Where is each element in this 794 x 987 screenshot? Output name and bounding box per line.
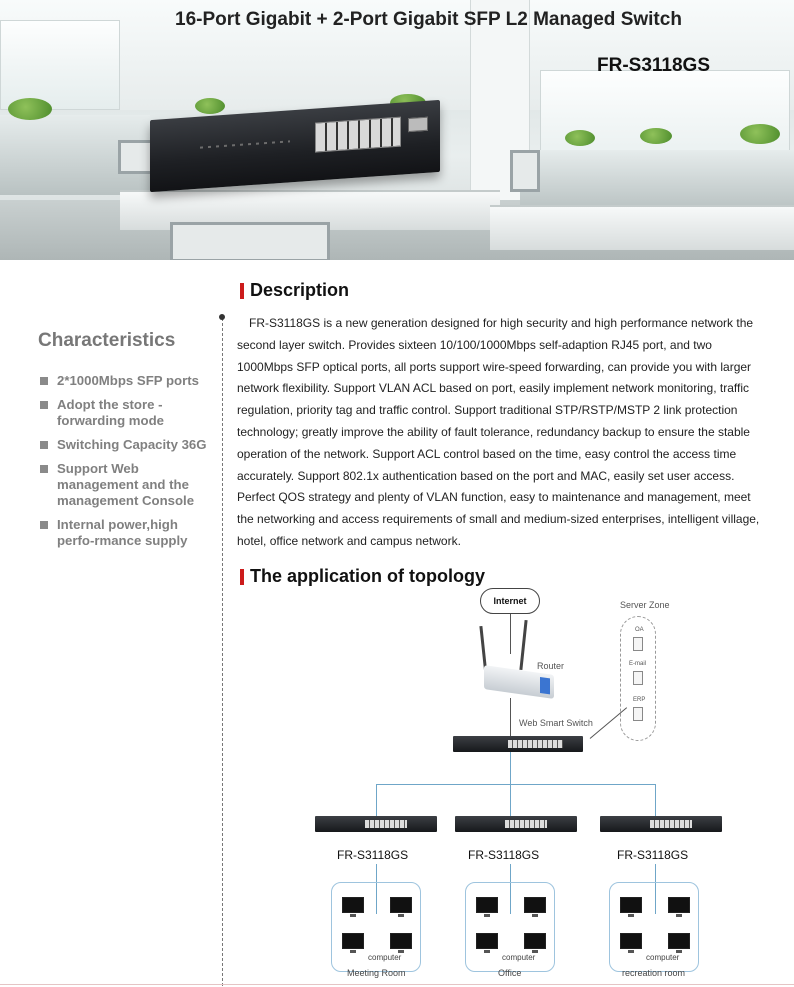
topology-diagram: [300, 588, 770, 983]
server-label: ERP: [633, 697, 646, 703]
computer-icon: [668, 933, 690, 949]
computer-icon: [620, 933, 642, 949]
router-label: Router: [537, 661, 565, 671]
core-switch-label: Web Smart Switch: [519, 718, 593, 728]
switch-sfp-ports: [408, 117, 428, 132]
internet-cloud: Internet: [480, 588, 540, 614]
server-label: OA: [635, 627, 644, 633]
connection-line: [510, 752, 511, 784]
computer-icon: [390, 933, 412, 949]
hero-plant: [195, 98, 225, 114]
connection-line: [510, 784, 511, 816]
description-text: FR-S3118GS is a new generation designed for high security and high performance network the second layer switch. Provides sixteen 10/100/1000Mbps self-adaption RJ45 port, and two 1000Mbps SFP optical ports, all ports support wire-speed forwarding, can provide you with larger network flexibility. Support VLAN ACL based on port, easily implement network monitoring, traffic regulation, priority tag and traffic control. Support traditional STP/RSTP/MSTP 2 link protection technology; greatly improve the ability of fault tolerance, redundancy backup to ensure the stable operation of the network. Support ACL control based on the time, easy control the access time accurately. Support 802.1x authentication based on the port and MAC, easily set user access. Perfect QOS strategy and plenty of VLAN function, easy to maintenance and management, meet the networking and access requirements of small and medium-sized enterprises, intelligent village, hotel, office network and campus network.: [237, 316, 760, 548]
switch-model-label: FR-S3118GS: [468, 848, 540, 862]
computer-label: computer: [502, 953, 536, 962]
switch-product-image: [150, 100, 440, 192]
computer-icon: [524, 897, 546, 913]
hero-plant: [8, 98, 52, 120]
room-label: recreation room: [622, 968, 686, 978]
connection-line: [376, 784, 656, 785]
access-switch-icon: [455, 816, 577, 832]
hero-desk: [490, 205, 794, 250]
server-icon: [633, 671, 643, 685]
list-item: 2*1000Mbps SFP ports: [38, 373, 216, 389]
characteristics-title: Characteristics: [38, 330, 176, 351]
server-zone: [620, 616, 656, 741]
description-heading: Description: [240, 280, 349, 301]
room-office: [465, 882, 555, 972]
model-number: FR-S3118GS: [597, 55, 710, 76]
server-label: E-mail: [629, 661, 647, 667]
list-item: Internal power,high perfo-rmance supply: [38, 517, 216, 549]
server-zone-label: Server Zone: [620, 600, 670, 610]
hero-plant: [565, 130, 595, 146]
computer-label: computer: [646, 953, 680, 962]
hero-monitor: [170, 222, 330, 260]
connection-line: [510, 614, 511, 654]
list-item: Adopt the store - forwarding mode: [38, 397, 216, 429]
footer-rule: [0, 984, 794, 985]
hero-plant: [640, 128, 672, 144]
sidebar: [0, 260, 222, 987]
page-title: 16-Port Gigabit + 2-Port Gigabit SFP L2 Managed Switch: [175, 9, 682, 30]
hero-monitor: [510, 150, 540, 192]
divider-line: [222, 318, 223, 986]
computer-icon: [390, 897, 412, 913]
connection-line: [376, 784, 377, 816]
server-icon: [633, 707, 643, 721]
hero-plant: [740, 124, 780, 144]
computer-icon: [342, 933, 364, 949]
room-meeting: [331, 882, 421, 972]
hero-banner: [0, 0, 794, 260]
list-item: Support Web management and the management Console: [38, 461, 216, 509]
computer-icon: [620, 897, 642, 913]
switch-rj45-ports: [315, 117, 401, 153]
connection-line: [655, 784, 656, 816]
room-label: Office: [498, 968, 522, 978]
divider-dot: [219, 314, 225, 320]
core-switch-icon: [453, 736, 583, 752]
access-switch-icon: [315, 816, 437, 832]
computer-icon: [668, 897, 690, 913]
router-antenna: [519, 620, 527, 670]
connection-line: [510, 698, 511, 736]
switch-leds: [200, 140, 290, 148]
computer-icon: [524, 933, 546, 949]
access-switch-icon: [600, 816, 722, 832]
room-label: Meeting Room: [347, 968, 406, 978]
room-recreation: [609, 882, 699, 972]
hero-partition: [520, 150, 794, 210]
computer-icon: [476, 897, 498, 913]
computer-icon: [342, 897, 364, 913]
hero-window: [0, 20, 120, 110]
server-icon: [633, 637, 643, 651]
characteristics-list: [38, 373, 216, 557]
list-item: Switching Capacity 36G: [38, 437, 216, 453]
switch-model-label: FR-S3118GS: [617, 848, 689, 862]
switch-model-label: FR-S3118GS: [337, 848, 409, 862]
topology-heading: The application of topology: [240, 566, 485, 587]
computer-label: computer: [368, 953, 402, 962]
computer-icon: [476, 933, 498, 949]
